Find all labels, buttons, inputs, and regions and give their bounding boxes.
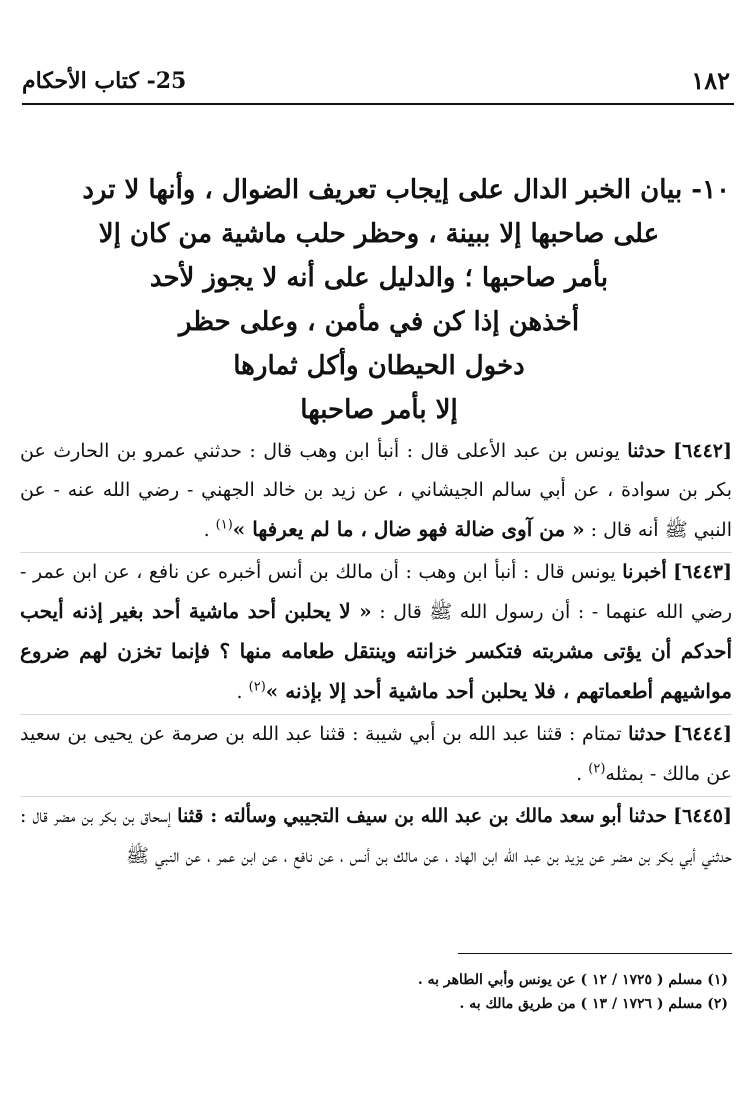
heading-line: دخول الحيطان وأكل ثمارها bbox=[233, 351, 525, 381]
hadith-body bbox=[20, 432, 732, 878]
hadith-paragraph bbox=[20, 796, 732, 876]
hadith-lead: أخبرنا bbox=[622, 561, 667, 583]
heading-line: أخذهن إذا كن في مأمن ، وعلى حظر bbox=[178, 307, 580, 337]
footnotes bbox=[20, 968, 728, 1016]
hadith-matn: « من آوى ضالة فهو ضال ، ما لم يعرفها » bbox=[232, 517, 585, 541]
chapter-heading bbox=[28, 168, 730, 432]
hadith-lead: حدثنا أبو سعد مالك بن عبد الله بن سيف التجيبي وسألته : قثنا bbox=[177, 805, 668, 827]
heading-line: ١٠- بيان الخبر الدال على إيجاب تعريف الضوال ، وأنها لا ترد bbox=[82, 175, 730, 205]
footnote-rule bbox=[458, 953, 732, 954]
hadith-tail: . bbox=[203, 519, 216, 541]
hadith-text: يونس قال : أنبأ ابن وهب : أن مالك بن أنس أخبره عن نافع ، عن ابن عمر - رضي الله عنهما - : أن رسول الله ﷺ قال : bbox=[20, 561, 732, 623]
hadith-lead: حدثنا bbox=[628, 723, 667, 745]
header-rule bbox=[22, 103, 734, 105]
hadith-tail: . bbox=[236, 681, 249, 703]
hadith-number: [٦٤٤٥] bbox=[673, 805, 732, 827]
hadith-tail: . bbox=[576, 763, 589, 785]
footnote-ref: (١) bbox=[215, 517, 233, 533]
hadith-text: تمتام : قثنا عبد الله بن أبي شيبة : قثنا عبد الله بن صرمة عن يحيى بن سعيد عن مالك - بمثله bbox=[20, 723, 732, 785]
hadith-lead: حدثنا bbox=[627, 440, 666, 462]
hadith-number: [٦٤٤٢] bbox=[673, 440, 732, 462]
hadith-number: [٦٤٤٤] bbox=[673, 723, 732, 745]
hadith-paragraph bbox=[20, 432, 732, 550]
hadith-paragraph bbox=[20, 552, 732, 712]
hadith-text: إسحاق بن بكر بن مضر قال : حدثني أبي بكر بن مضر عن يزيد بن عبد الله ابن الهاد ، عن مالك بن أنس ، عن نافع ، عن ابن عمر ، عن النبي ﷺ bbox=[20, 805, 732, 867]
footnote: (١) مسلم ( ١٧٢٥ / ١٢ ) عن يونس وأبي الطاهر به . bbox=[417, 972, 728, 988]
page-number: ١٨٢ bbox=[691, 66, 730, 95]
heading-line: على صاحبها إلا ببينة ، وحظر حلب ماشية من كان إلا bbox=[98, 219, 660, 249]
hadith-text: يونس بن عبد الأعلى قال : أنبأ ابن وهب قال : حدثني عمرو بن الحارث عن بكر بن سوادة ، عن أبي سالم الجيشاني ، عن زيد بن خالد الجهني - رضي الله عنه - عن النبي ﷺ أنه قال : bbox=[20, 440, 732, 541]
heading-line: بأمر صاحبها ؛ والدليل على أنه لا يجوز لأحد bbox=[149, 263, 609, 293]
footnote-ref: (٢) bbox=[248, 679, 266, 695]
running-title: 25- كتاب الأحكام bbox=[22, 68, 187, 94]
hadith-matn: « لا يحلبن أحد ماشية أحد بغير إذنه أيحب أحدكم أن يؤتى مشربته فتكسر خزانته وينتقل طعامه منها ؟ فإنما تخزن لهم ضروع مواشيهم أطعماتهم ، فلا يحلبن أحد ماشية أحد إلا بإذنه » bbox=[20, 599, 732, 703]
heading-line: إلا بأمر صاحبها bbox=[300, 395, 458, 425]
footnote: (٢) مسلم ( ١٧٢٦ / ١٣ ) من طريق مالك به . bbox=[459, 996, 728, 1012]
hadith-number: [٦٤٤٣] bbox=[673, 561, 732, 583]
footnote-ref: (٢) bbox=[588, 761, 606, 777]
page-header bbox=[22, 60, 730, 100]
hadith-paragraph bbox=[20, 714, 732, 794]
